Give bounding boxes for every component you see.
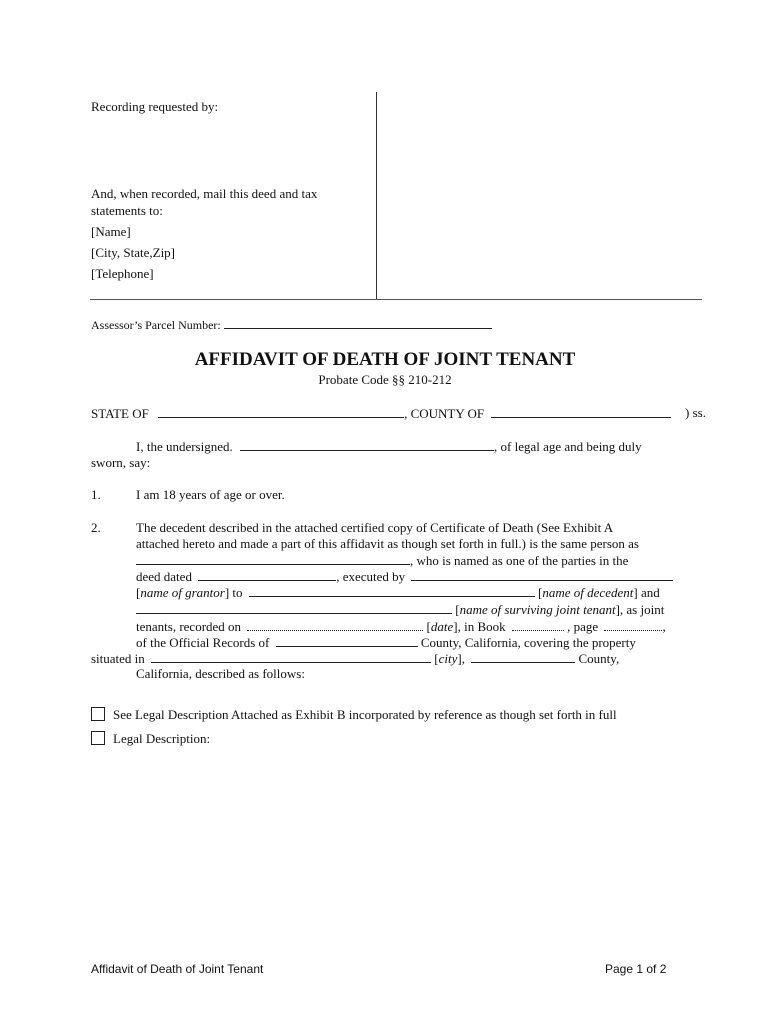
mail-to-line2: statements to: bbox=[91, 203, 163, 218]
bracket-open: [ bbox=[455, 602, 460, 617]
intro-line1 bbox=[136, 438, 642, 455]
header-divider-horizontal bbox=[90, 299, 702, 300]
county-blank[interactable] bbox=[491, 405, 671, 418]
as-joint-text: ], as joint bbox=[615, 602, 665, 617]
option-legal-description-row bbox=[91, 731, 210, 747]
surviving-tenant-hint: name of surviving joint tenant bbox=[459, 602, 616, 617]
telephone-placeholder: [Telephone] bbox=[91, 266, 154, 281]
item1-number: 1. bbox=[91, 487, 101, 502]
bracket-open: [ bbox=[426, 619, 431, 634]
legal-age-text: , of legal age and being duly bbox=[494, 439, 642, 454]
document-subtitle: Probate Code §§ 210-212 bbox=[318, 372, 452, 387]
bracket-open: [ bbox=[136, 585, 141, 600]
decedent-name-blank[interactable] bbox=[136, 552, 410, 565]
bracket-open: [ bbox=[538, 585, 543, 600]
venue-row bbox=[91, 405, 671, 422]
mail-to-line1: And, when recorded, mail this deed and tax bbox=[91, 186, 318, 201]
deed-date-blank[interactable] bbox=[198, 568, 336, 581]
comma: , bbox=[662, 619, 666, 634]
decedent-hint: name of decedent bbox=[542, 585, 634, 600]
bracket-close-and: ] and bbox=[633, 585, 660, 600]
item2-line6 bbox=[136, 601, 664, 618]
legal-description-label: Legal Description: bbox=[113, 731, 211, 746]
assessor-parcel-row bbox=[91, 316, 492, 333]
deed-dated-label: deed dated bbox=[136, 569, 192, 584]
item2-line7 bbox=[136, 618, 666, 635]
item1-text: I am 18 years of age or over. bbox=[136, 487, 285, 502]
ss-label: ) ss. bbox=[685, 405, 706, 420]
item2-line8 bbox=[136, 634, 636, 651]
official-records-label: of the Official Records of bbox=[136, 635, 270, 650]
state-blank[interactable] bbox=[158, 405, 404, 418]
recorded-on-label: tenants, recorded on bbox=[136, 619, 242, 634]
surviving-tenant-blank[interactable] bbox=[136, 601, 452, 614]
recorded-date-blank[interactable] bbox=[247, 618, 423, 631]
bracket-close-comma: ], bbox=[457, 651, 465, 666]
item2-line1: The decedent described in the attached certified copy of Certificate of Death (See Exhibit A bbox=[136, 520, 614, 535]
name-placeholder: [Name] bbox=[91, 224, 131, 239]
assessor-parcel-blank[interactable] bbox=[224, 316, 492, 329]
city-hint: city bbox=[438, 651, 458, 666]
page-label: , page bbox=[567, 619, 599, 634]
county-california-text: County, California, covering the property bbox=[420, 635, 636, 650]
situated-county-blank[interactable] bbox=[471, 650, 575, 663]
intro-line2: sworn, say: bbox=[91, 455, 151, 470]
city-placeholder: [City, State,Zip] bbox=[91, 245, 176, 260]
county-label-2: County, bbox=[578, 651, 620, 666]
book-blank[interactable] bbox=[512, 618, 564, 631]
recording-requested-label: Recording requested by: bbox=[91, 99, 219, 114]
item2-line5 bbox=[136, 584, 660, 601]
footer-title: Affidavit of Death of Joint Tenant bbox=[91, 962, 264, 976]
assessor-parcel-label: Assessor’s Parcel Number: bbox=[91, 318, 221, 332]
undersigned-blank[interactable] bbox=[240, 438, 494, 451]
item2-line4 bbox=[136, 568, 673, 585]
grantor-blank[interactable] bbox=[249, 584, 535, 597]
grantor-hint: name of grantor bbox=[140, 585, 225, 600]
executed-by-blank[interactable] bbox=[411, 568, 673, 581]
county-label: , COUNTY OF bbox=[404, 406, 485, 421]
item2-line2: attached hereto and made a part of this affidavit as though set forth in full.) is the same person as bbox=[136, 536, 639, 551]
item2-line10: California, described as follows: bbox=[136, 666, 305, 681]
in-book-label: ], in Book bbox=[453, 619, 506, 634]
executed-by-label: , executed by bbox=[336, 569, 406, 584]
bracket-open: [ bbox=[434, 651, 439, 666]
city-blank[interactable] bbox=[151, 650, 431, 663]
header-divider-vertical bbox=[376, 92, 377, 300]
exhibit-b-checkbox[interactable] bbox=[91, 707, 105, 721]
document-title: AFFIDAVIT OF DEATH OF JOINT TENANT bbox=[194, 349, 576, 370]
bracket-close-to: ] to bbox=[224, 585, 243, 600]
item2-number: 2. bbox=[91, 520, 101, 535]
named-parties-text: , who is named as one of the parties in the bbox=[410, 553, 629, 568]
item2-line9 bbox=[91, 650, 619, 667]
situated-in-label: situated in bbox=[91, 651, 145, 666]
option-exhibit-b-row bbox=[91, 707, 617, 723]
footer-page-number: Page 1 of 2 bbox=[605, 962, 667, 976]
undersigned-label: I, the undersigned. bbox=[136, 439, 233, 454]
records-county-blank[interactable] bbox=[276, 634, 418, 647]
date-hint: date bbox=[430, 619, 454, 634]
legal-description-checkbox[interactable] bbox=[91, 731, 105, 745]
item2-line3 bbox=[136, 552, 628, 569]
state-label: STATE OF bbox=[91, 406, 149, 421]
page-blank[interactable] bbox=[604, 618, 662, 631]
exhibit-b-label: See Legal Description Attached as Exhibit B incorporated by reference as though set forth in full bbox=[113, 707, 617, 722]
